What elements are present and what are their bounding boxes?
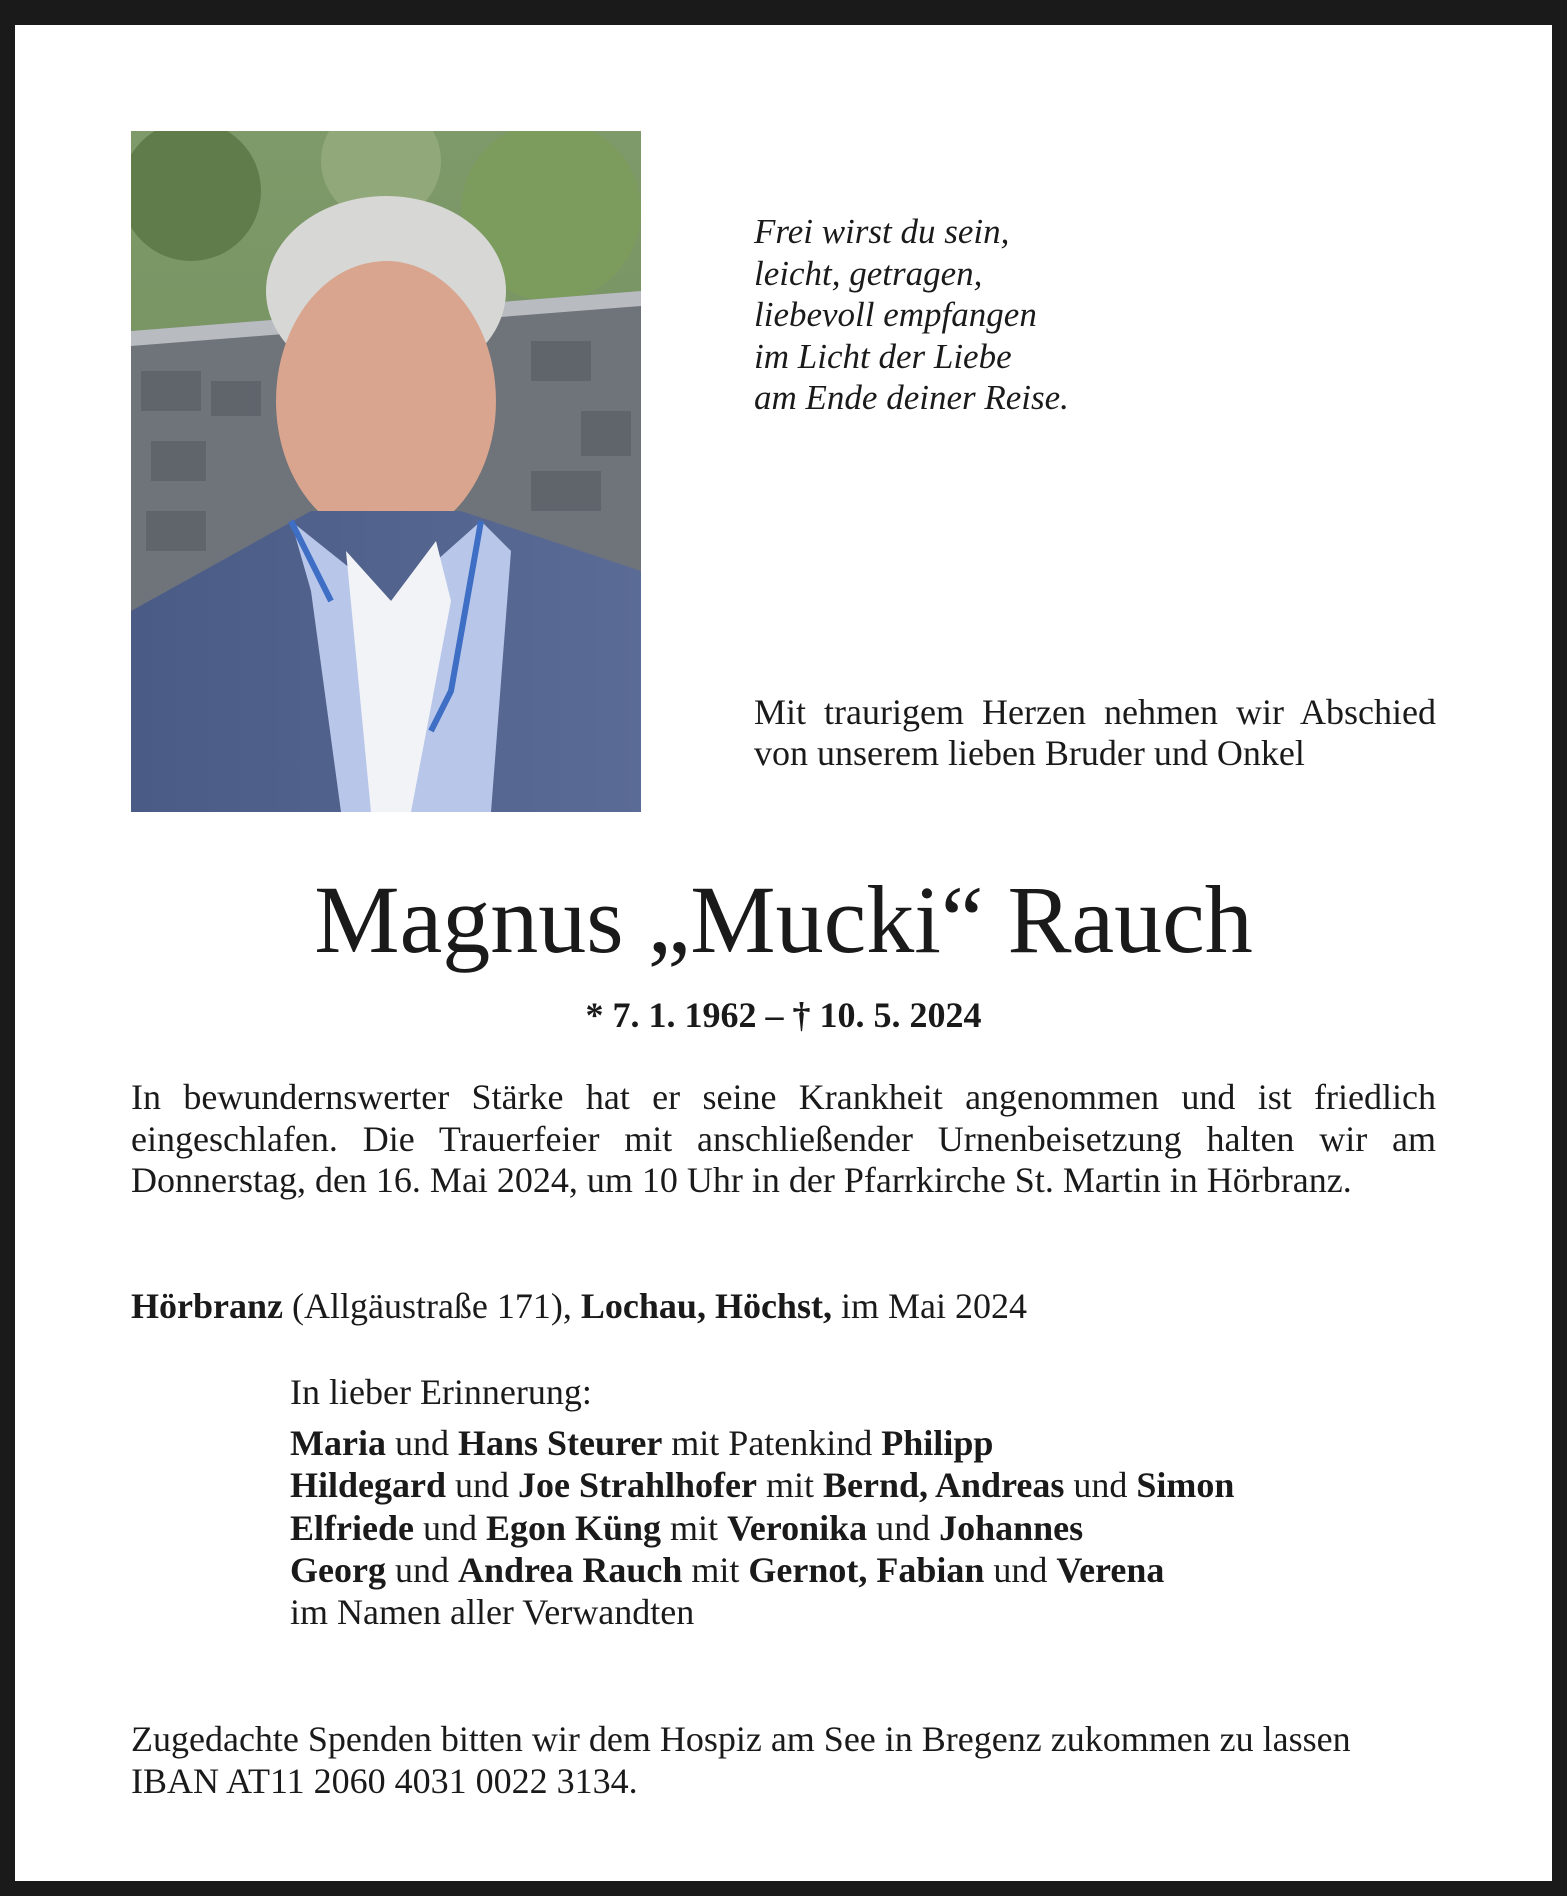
family-line — [290, 1591, 1234, 1633]
connector-text: und — [1064, 1465, 1137, 1506]
family-name: Johannes — [939, 1507, 1084, 1548]
family-name: Philipp — [881, 1423, 994, 1463]
family-name: Joe Strahlhofer — [518, 1465, 757, 1506]
family-name: Maria — [290, 1423, 386, 1463]
funeral-paragraph: In bewundernswerter Stärke hat er seine Krankheit angenommen und ist friedlich eingeschlafen. Die Trauerfeier mit anschließender Urnenbeisetzung halten wir am Donnerstag, den 16. Mai 2024, um 10 Uhr in der Pfarrkirche St. Martin in Hörbranz. — [131, 1077, 1436, 1200]
family-line — [290, 1507, 1234, 1549]
obituary-page — [15, 25, 1552, 1881]
connector-text: und — [446, 1465, 519, 1506]
connector-text: und — [984, 1549, 1057, 1590]
family-line — [290, 1422, 1234, 1464]
donation-note: Zugedachte Spenden bitten wir dem Hospiz am See in Bregenz zukommen zu lassen IBAN AT11 2060 4031 0022 3134. — [131, 1719, 1351, 1801]
family-line — [290, 1464, 1234, 1506]
connector-text: mit — [661, 1507, 728, 1548]
place: Lochau, Höchst, — [580, 1286, 832, 1326]
connector-text: mit — [756, 1465, 823, 1506]
family-name: Veronika — [727, 1507, 868, 1548]
place: Hörbranz — [131, 1286, 283, 1326]
family-name: Bernd, Andreas — [823, 1465, 1065, 1506]
intro-text: Mit traurigem Herzen nehmen wir Abschied von unserem lieben Bruder und Onkel — [754, 692, 1436, 773]
family-name: Georg — [290, 1549, 386, 1590]
connector-text: und — [385, 1423, 458, 1463]
poem-line: im Licht der Liebe — [754, 336, 1012, 376]
family-name: Simon — [1136, 1465, 1235, 1506]
family-name: Andrea Rauch — [457, 1549, 683, 1590]
connector-text: im Namen aller Verwandten — [290, 1592, 695, 1633]
poem-line: liebevoll empfangen — [754, 295, 1037, 334]
connector-text: und — [385, 1549, 458, 1590]
places-line — [131, 1285, 1027, 1327]
family-name: Verena — [1056, 1549, 1165, 1590]
family-name: Elfriede — [290, 1507, 414, 1548]
poem — [754, 211, 1069, 419]
date-note: im Mai 2024 — [831, 1286, 1027, 1326]
connector-text: mit — [682, 1549, 749, 1590]
family-name: Hans Steurer — [457, 1423, 663, 1463]
portrait-photo — [131, 131, 641, 812]
family-list — [290, 1422, 1234, 1633]
address: (Allgäustraße 171), — [282, 1286, 581, 1326]
poem-line: am Ende deiner Reise. — [754, 378, 1069, 417]
connector-text: und — [413, 1507, 486, 1548]
connector-text: und — [867, 1507, 940, 1548]
memory-label: In lieber Erinnerung: — [290, 1372, 592, 1412]
family-name: Hildegard — [290, 1465, 447, 1506]
connector-text: mit Patenkind — [662, 1423, 882, 1463]
deceased-name: Magnus „Mucki“ Rauch — [314, 866, 1253, 973]
poem-line: Frei wirst du sein, — [754, 212, 1010, 251]
family-line — [290, 1549, 1234, 1591]
life-dates: * 7. 1. 1962 – † 10. 5. 2024 — [585, 995, 982, 1035]
family-name: Egon Küng — [485, 1507, 662, 1548]
poem-line: leicht, getragen, — [754, 253, 983, 293]
family-name: Gernot, Fabian — [748, 1549, 985, 1590]
